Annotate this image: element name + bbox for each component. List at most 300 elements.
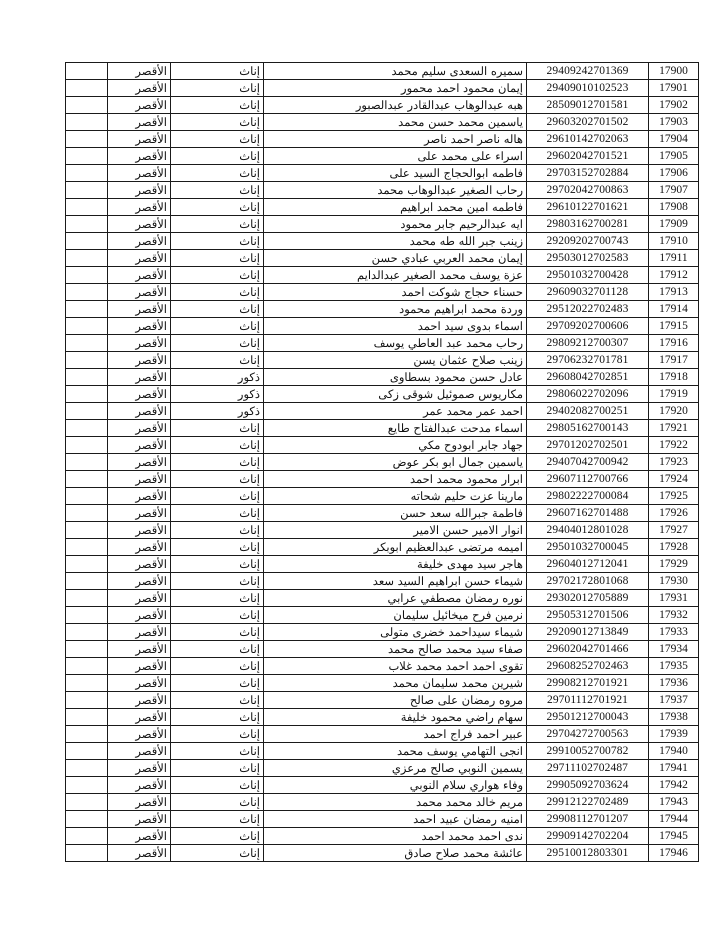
name-cell: امنيه رمضان عبيد احمد	[264, 811, 527, 828]
governorate-cell: الأقصر	[108, 709, 171, 726]
serial-number-cell: 17920	[649, 403, 699, 420]
table-row	[66, 199, 699, 216]
governorate-cell: الأقصر	[108, 641, 171, 658]
blank-cell	[66, 624, 108, 641]
table-row	[66, 420, 699, 437]
name-cell: ياسمين محمد حسن محمد	[264, 114, 527, 131]
gender-cell: إناث	[171, 658, 264, 675]
blank-cell	[66, 845, 108, 862]
national-id-cell: 29702042700863	[527, 182, 649, 199]
serial-number-cell: 17937	[649, 692, 699, 709]
gender-cell: إناث	[171, 267, 264, 284]
blank-cell	[66, 335, 108, 352]
governorate-cell: الأقصر	[108, 624, 171, 641]
governorate-cell: الأقصر	[108, 845, 171, 862]
gender-cell: إناث	[171, 777, 264, 794]
national-id-cell: 29701112701921	[527, 692, 649, 709]
blank-cell	[66, 471, 108, 488]
table-row	[66, 658, 699, 675]
governorate-cell: الأقصر	[108, 114, 171, 131]
serial-number-cell: 17906	[649, 165, 699, 182]
governorate-cell: الأقصر	[108, 811, 171, 828]
blank-cell	[66, 301, 108, 318]
serial-number-cell: 17936	[649, 675, 699, 692]
serial-number-cell: 17935	[649, 658, 699, 675]
serial-number-cell: 17932	[649, 607, 699, 624]
table-row	[66, 590, 699, 607]
name-cell: رحاب الصغير عبدالوهاب محمد	[264, 182, 527, 199]
governorate-cell: الأقصر	[108, 318, 171, 335]
name-cell: سهام راضي محمود خليفة	[264, 709, 527, 726]
blank-cell	[66, 114, 108, 131]
serial-number-cell: 17929	[649, 556, 699, 573]
name-cell: مروه رمضان على صالح	[264, 692, 527, 709]
governorate-cell: الأقصر	[108, 777, 171, 794]
name-cell: هبه عبدالوهاب عبدالقادر عبدالصبور	[264, 97, 527, 114]
serial-number-cell: 17930	[649, 573, 699, 590]
governorate-cell: الأقصر	[108, 420, 171, 437]
roster-body	[66, 63, 699, 862]
serial-number-cell: 17924	[649, 471, 699, 488]
gender-cell: إناث	[171, 471, 264, 488]
gender-cell: إناث	[171, 420, 264, 437]
table-row	[66, 828, 699, 845]
serial-number-cell: 17939	[649, 726, 699, 743]
table-row	[66, 250, 699, 267]
blank-cell	[66, 369, 108, 386]
blank-cell	[66, 488, 108, 505]
table-row	[66, 131, 699, 148]
national-id-cell: 29608042702851	[527, 369, 649, 386]
blank-cell	[66, 250, 108, 267]
serial-number-cell: 17913	[649, 284, 699, 301]
national-id-cell: 29602042701521	[527, 148, 649, 165]
serial-number-cell: 17928	[649, 539, 699, 556]
national-id-cell: 29806022702096	[527, 386, 649, 403]
table-row	[66, 811, 699, 828]
gender-cell: إناث	[171, 352, 264, 369]
national-id-cell: 29711102702487	[527, 760, 649, 777]
governorate-cell: الأقصر	[108, 250, 171, 267]
gender-cell: إناث	[171, 437, 264, 454]
table-row	[66, 301, 699, 318]
name-cell: شيرين محمد سليمان محمد	[264, 675, 527, 692]
blank-cell	[66, 437, 108, 454]
gender-cell: ذكور	[171, 403, 264, 420]
gender-cell: إناث	[171, 743, 264, 760]
name-cell: شيماء حسن ابراهيم السيد سعد	[264, 573, 527, 590]
gender-cell: إناث	[171, 607, 264, 624]
name-cell: يسمين النوبي صالح مرعزي	[264, 760, 527, 777]
name-cell: زينب صلاح عثمان يسن	[264, 352, 527, 369]
roster-table	[65, 62, 699, 862]
name-cell: مريم خالد محمد محمد	[264, 794, 527, 811]
serial-number-cell: 17933	[649, 624, 699, 641]
name-cell: هاله ناصر احمد ناصر	[264, 131, 527, 148]
name-cell: احمد عمر محمد عمر	[264, 403, 527, 420]
name-cell: انوار الامير حسن الامير	[264, 522, 527, 539]
table-row	[66, 845, 699, 862]
table-row	[66, 182, 699, 199]
national-id-cell: 29706232701781	[527, 352, 649, 369]
blank-cell	[66, 794, 108, 811]
governorate-cell: الأقصر	[108, 505, 171, 522]
gender-cell: إناث	[171, 301, 264, 318]
national-id-cell: 29909142702204	[527, 828, 649, 845]
table-row	[66, 437, 699, 454]
name-cell: ندى احمد محمد احمد	[264, 828, 527, 845]
gender-cell: إناث	[171, 794, 264, 811]
name-cell: فاطمه ابوالحجاج السيد على	[264, 165, 527, 182]
national-id-cell: 29709202700606	[527, 318, 649, 335]
name-cell: ابرار محمود محمد احمد	[264, 471, 527, 488]
blank-cell	[66, 743, 108, 760]
name-cell: اسماء بدوى سيد احمد	[264, 318, 527, 335]
governorate-cell: الأقصر	[108, 369, 171, 386]
serial-number-cell: 17914	[649, 301, 699, 318]
national-id-cell: 29501032700428	[527, 267, 649, 284]
table-row	[66, 369, 699, 386]
name-cell: عادل حسن محمود بسطاوى	[264, 369, 527, 386]
serial-number-cell: 17944	[649, 811, 699, 828]
table-row	[66, 539, 699, 556]
blank-cell	[66, 573, 108, 590]
name-cell: ياسمين جمال ابو بكر عوض	[264, 454, 527, 471]
table-row	[66, 573, 699, 590]
governorate-cell: الأقصر	[108, 760, 171, 777]
national-id-cell: 29609032701128	[527, 284, 649, 301]
table-row	[66, 284, 699, 301]
national-id-cell: 29209012713849	[527, 624, 649, 641]
governorate-cell: الأقصر	[108, 199, 171, 216]
name-cell: تقوى احمد احمد محمد غلاب	[264, 658, 527, 675]
table-row	[66, 675, 699, 692]
blank-cell	[66, 216, 108, 233]
table-row	[66, 216, 699, 233]
governorate-cell: الأقصر	[108, 131, 171, 148]
blank-cell	[66, 726, 108, 743]
name-cell: عبير احمد فراج احمد	[264, 726, 527, 743]
table-row	[66, 233, 699, 250]
serial-number-cell: 17910	[649, 233, 699, 250]
national-id-cell: 29409242701369	[527, 63, 649, 80]
serial-number-cell: 17903	[649, 114, 699, 131]
table-row	[66, 114, 699, 131]
gender-cell: إناث	[171, 131, 264, 148]
blank-cell	[66, 675, 108, 692]
blank-cell	[66, 760, 108, 777]
national-id-cell: 29404012801028	[527, 522, 649, 539]
governorate-cell: الأقصر	[108, 522, 171, 539]
blank-cell	[66, 403, 108, 420]
governorate-cell: الأقصر	[108, 675, 171, 692]
gender-cell: إناث	[171, 556, 264, 573]
gender-cell: إناث	[171, 641, 264, 658]
national-id-cell: 29402082700251	[527, 403, 649, 420]
table-row	[66, 318, 699, 335]
national-id-cell: 29510012803301	[527, 845, 649, 862]
serial-number-cell: 17905	[649, 148, 699, 165]
gender-cell: إناث	[171, 63, 264, 80]
gender-cell: إناث	[171, 811, 264, 828]
table-row	[66, 335, 699, 352]
serial-number-cell: 17943	[649, 794, 699, 811]
serial-number-cell: 17911	[649, 250, 699, 267]
serial-number-cell: 17919	[649, 386, 699, 403]
blank-cell	[66, 539, 108, 556]
gender-cell: إناث	[171, 335, 264, 352]
serial-number-cell: 17918	[649, 369, 699, 386]
blank-cell	[66, 641, 108, 658]
national-id-cell: 29602042701466	[527, 641, 649, 658]
table-row	[66, 641, 699, 658]
gender-cell: إناث	[171, 709, 264, 726]
blank-cell	[66, 63, 108, 80]
name-cell: فاطمة جبرالله سعد حسن	[264, 505, 527, 522]
national-id-cell: 29905092703624	[527, 777, 649, 794]
national-id-cell: 29610122701621	[527, 199, 649, 216]
governorate-cell: الأقصر	[108, 165, 171, 182]
blank-cell	[66, 658, 108, 675]
governorate-cell: الأقصر	[108, 556, 171, 573]
national-id-cell: 29409010102523	[527, 80, 649, 97]
gender-cell: إناث	[171, 318, 264, 335]
name-cell: اميمه مرتضى عبدالعظيم ابوبكر	[264, 539, 527, 556]
governorate-cell: الأقصر	[108, 454, 171, 471]
table-row	[66, 267, 699, 284]
governorate-cell: الأقصر	[108, 63, 171, 80]
national-id-cell: 29503012702583	[527, 250, 649, 267]
serial-number-cell: 17923	[649, 454, 699, 471]
gender-cell: ذكور	[171, 369, 264, 386]
serial-number-cell: 17902	[649, 97, 699, 114]
name-cell: صفاء سيد محمد صالح محمد	[264, 641, 527, 658]
table-row	[66, 454, 699, 471]
national-id-cell: 29802222700084	[527, 488, 649, 505]
name-cell: جهاد جابر ابودوح مكي	[264, 437, 527, 454]
national-id-cell: 29701202702501	[527, 437, 649, 454]
governorate-cell: الأقصر	[108, 182, 171, 199]
name-cell: سميره السعدى سليم محمد	[264, 63, 527, 80]
blank-cell	[66, 131, 108, 148]
national-id-cell: 28509012701581	[527, 97, 649, 114]
table-row	[66, 624, 699, 641]
national-id-cell: 29702172801068	[527, 573, 649, 590]
national-id-cell: 29803162700281	[527, 216, 649, 233]
blank-cell	[66, 556, 108, 573]
gender-cell: إناث	[171, 80, 264, 97]
governorate-cell: الأقصر	[108, 692, 171, 709]
serial-number-cell: 17916	[649, 335, 699, 352]
name-cell: انجى التهامي يوسف محمد	[264, 743, 527, 760]
name-cell: مكاريوس صموئيل شوقى زكى	[264, 386, 527, 403]
name-cell: نرمين فرح ميخائيل سليمان	[264, 607, 527, 624]
governorate-cell: الأقصر	[108, 471, 171, 488]
serial-number-cell: 17926	[649, 505, 699, 522]
serial-number-cell: 17942	[649, 777, 699, 794]
blank-cell	[66, 199, 108, 216]
gender-cell: إناث	[171, 624, 264, 641]
name-cell: إيمان محمود احمد محمور	[264, 80, 527, 97]
governorate-cell: الأقصر	[108, 386, 171, 403]
blank-cell	[66, 522, 108, 539]
governorate-cell: الأقصر	[108, 437, 171, 454]
roster-sheet	[65, 62, 688, 862]
serial-number-cell: 17934	[649, 641, 699, 658]
national-id-cell: 29912122702489	[527, 794, 649, 811]
national-id-cell: 29607162701488	[527, 505, 649, 522]
serial-number-cell: 17900	[649, 63, 699, 80]
serial-number-cell: 17927	[649, 522, 699, 539]
governorate-cell: الأقصر	[108, 267, 171, 284]
blank-cell	[66, 80, 108, 97]
table-row	[66, 352, 699, 369]
governorate-cell: الأقصر	[108, 743, 171, 760]
gender-cell: إناث	[171, 97, 264, 114]
gender-cell: إناث	[171, 199, 264, 216]
blank-cell	[66, 233, 108, 250]
national-id-cell: 29501032700045	[527, 539, 649, 556]
gender-cell: إناث	[171, 573, 264, 590]
table-row	[66, 760, 699, 777]
blank-cell	[66, 97, 108, 114]
table-row	[66, 743, 699, 760]
table-row	[66, 386, 699, 403]
national-id-cell: 29908212701921	[527, 675, 649, 692]
serial-number-cell: 17901	[649, 80, 699, 97]
blank-cell	[66, 267, 108, 284]
serial-number-cell: 17908	[649, 199, 699, 216]
blank-cell	[66, 505, 108, 522]
gender-cell: إناث	[171, 505, 264, 522]
gender-cell: إناث	[171, 284, 264, 301]
serial-number-cell: 17915	[649, 318, 699, 335]
governorate-cell: الأقصر	[108, 573, 171, 590]
name-cell: نوره رمضان مصطفي عرابي	[264, 590, 527, 607]
gender-cell: إناث	[171, 845, 264, 862]
national-id-cell: 29809212700307	[527, 335, 649, 352]
gender-cell: إناث	[171, 539, 264, 556]
name-cell: حسناء حجاج شوكت احمد	[264, 284, 527, 301]
table-row	[66, 692, 699, 709]
table-row	[66, 488, 699, 505]
governorate-cell: الأقصر	[108, 148, 171, 165]
national-id-cell: 29610142702063	[527, 131, 649, 148]
national-id-cell: 29910052700782	[527, 743, 649, 760]
blank-cell	[66, 692, 108, 709]
governorate-cell: الأقصر	[108, 97, 171, 114]
national-id-cell: 29603202701502	[527, 114, 649, 131]
blank-cell	[66, 182, 108, 199]
gender-cell: إناث	[171, 114, 264, 131]
national-id-cell: 29302012705889	[527, 590, 649, 607]
table-row	[66, 63, 699, 80]
gender-cell: إناث	[171, 590, 264, 607]
national-id-cell: 29703152702884	[527, 165, 649, 182]
national-id-cell: 29505312701506	[527, 607, 649, 624]
governorate-cell: الأقصر	[108, 216, 171, 233]
governorate-cell: الأقصر	[108, 607, 171, 624]
gender-cell: إناث	[171, 250, 264, 267]
blank-cell	[66, 828, 108, 845]
governorate-cell: الأقصر	[108, 539, 171, 556]
serial-number-cell: 17940	[649, 743, 699, 760]
name-cell: وردة محمد ابراهيم محمود	[264, 301, 527, 318]
name-cell: رحاب محمد عبد العاطي يوسف	[264, 335, 527, 352]
serial-number-cell: 17907	[649, 182, 699, 199]
name-cell: شيماء سيداحمد خضرى متولى	[264, 624, 527, 641]
table-row	[66, 471, 699, 488]
name-cell: إيمان محمد العربي عبادي حسن	[264, 250, 527, 267]
blank-cell	[66, 709, 108, 726]
serial-number-cell: 17925	[649, 488, 699, 505]
table-row	[66, 794, 699, 811]
gender-cell: إناث	[171, 522, 264, 539]
governorate-cell: الأقصر	[108, 794, 171, 811]
national-id-cell: 29407042700942	[527, 454, 649, 471]
table-row	[66, 80, 699, 97]
table-row	[66, 607, 699, 624]
national-id-cell: 29805162700143	[527, 420, 649, 437]
national-id-cell: 29604012712041	[527, 556, 649, 573]
gender-cell: إناث	[171, 760, 264, 777]
table-row	[66, 522, 699, 539]
national-id-cell: 29512022702483	[527, 301, 649, 318]
blank-cell	[66, 607, 108, 624]
blank-cell	[66, 148, 108, 165]
table-row	[66, 97, 699, 114]
governorate-cell: الأقصر	[108, 284, 171, 301]
table-row	[66, 709, 699, 726]
governorate-cell: الأقصر	[108, 301, 171, 318]
table-row	[66, 165, 699, 182]
blank-cell	[66, 777, 108, 794]
governorate-cell: الأقصر	[108, 488, 171, 505]
national-id-cell: 29608252702463	[527, 658, 649, 675]
table-row	[66, 556, 699, 573]
blank-cell	[66, 386, 108, 403]
blank-cell	[66, 165, 108, 182]
name-cell: عائشة محمد صلاح صادق	[264, 845, 527, 862]
gender-cell: إناث	[171, 454, 264, 471]
national-id-cell: 29607112700766	[527, 471, 649, 488]
national-id-cell: 29908112701207	[527, 811, 649, 828]
name-cell: هاجر سيد مهدى خليفة	[264, 556, 527, 573]
name-cell: ايه عبدالرحيم جابر محمود	[264, 216, 527, 233]
serial-number-cell: 17909	[649, 216, 699, 233]
governorate-cell: الأقصر	[108, 403, 171, 420]
blank-cell	[66, 284, 108, 301]
gender-cell: إناث	[171, 148, 264, 165]
serial-number-cell: 17917	[649, 352, 699, 369]
serial-number-cell: 17922	[649, 437, 699, 454]
table-row	[66, 148, 699, 165]
national-id-cell: 29704272700563	[527, 726, 649, 743]
blank-cell	[66, 420, 108, 437]
table-row	[66, 726, 699, 743]
serial-number-cell: 17946	[649, 845, 699, 862]
national-id-cell: 29501212700043	[527, 709, 649, 726]
name-cell: مارينا عزت حليم شحاته	[264, 488, 527, 505]
gender-cell: إناث	[171, 165, 264, 182]
serial-number-cell: 17912	[649, 267, 699, 284]
gender-cell: ذكور	[171, 386, 264, 403]
blank-cell	[66, 318, 108, 335]
blank-cell	[66, 590, 108, 607]
serial-number-cell: 17904	[649, 131, 699, 148]
governorate-cell: الأقصر	[108, 352, 171, 369]
name-cell: اسماء مدحت عبدالفتاح طايع	[264, 420, 527, 437]
